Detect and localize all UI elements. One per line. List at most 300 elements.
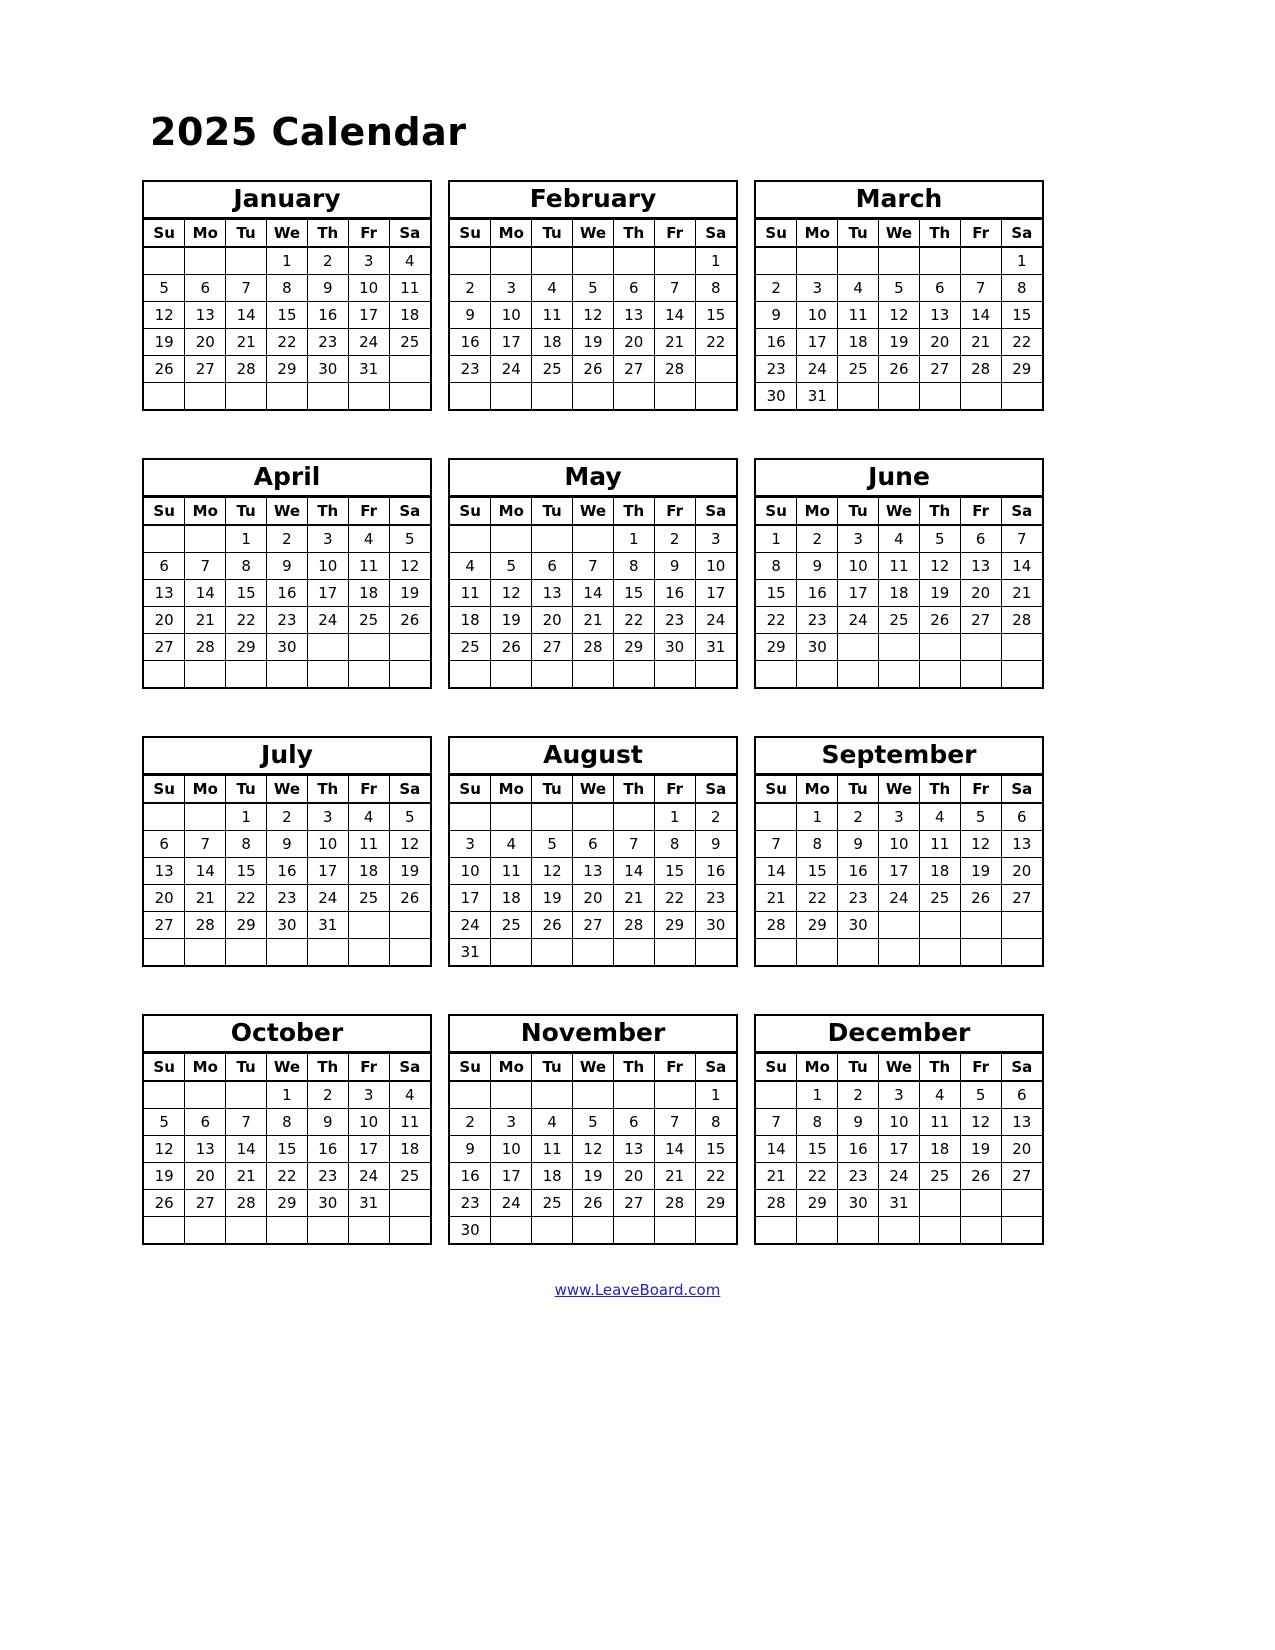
day-cell[interactable]: 8 (695, 1109, 736, 1136)
day-cell[interactable]: 30 (756, 383, 797, 410)
day-cell[interactable]: 18 (919, 1136, 960, 1163)
day-cell[interactable]: 8 (267, 275, 308, 302)
day-cell[interactable]: 6 (960, 525, 1001, 553)
day-cell[interactable]: 22 (226, 885, 267, 912)
day-cell[interactable]: 17 (879, 858, 920, 885)
day-cell[interactable]: 27 (144, 912, 185, 939)
day-cell[interactable]: 27 (1001, 885, 1042, 912)
day-cell[interactable]: 11 (389, 1109, 430, 1136)
day-cell[interactable]: 1 (1001, 247, 1042, 275)
day-cell[interactable]: 12 (532, 858, 573, 885)
day-cell[interactable]: 26 (960, 885, 1001, 912)
day-cell[interactable]: 17 (491, 1163, 532, 1190)
day-cell[interactable]: 17 (450, 885, 491, 912)
day-cell[interactable]: 23 (756, 356, 797, 383)
day-cell[interactable]: 16 (450, 1163, 491, 1190)
day-cell[interactable]: 5 (573, 1109, 614, 1136)
day-cell[interactable]: 3 (838, 525, 879, 553)
day-cell[interactable]: 20 (1001, 1136, 1042, 1163)
day-cell[interactable]: 27 (185, 356, 226, 383)
day-cell[interactable]: 14 (960, 302, 1001, 329)
day-cell[interactable]: 1 (695, 1081, 736, 1109)
day-cell[interactable]: 12 (144, 1136, 185, 1163)
day-cell[interactable]: 28 (1001, 607, 1042, 634)
day-cell[interactable]: 22 (1001, 329, 1042, 356)
day-cell[interactable]: 8 (226, 553, 267, 580)
day-cell[interactable]: 23 (307, 329, 348, 356)
day-cell[interactable]: 7 (756, 831, 797, 858)
day-cell[interactable]: 18 (389, 1136, 430, 1163)
day-cell[interactable]: 28 (654, 356, 695, 383)
day-cell[interactable]: 4 (919, 803, 960, 831)
day-cell[interactable]: 18 (389, 302, 430, 329)
day-cell[interactable]: 5 (389, 525, 430, 553)
day-cell[interactable]: 8 (797, 1109, 838, 1136)
day-cell[interactable]: 9 (450, 302, 491, 329)
day-cell[interactable]: 15 (267, 1136, 308, 1163)
day-cell[interactable]: 24 (879, 1163, 920, 1190)
day-cell[interactable]: 16 (838, 1136, 879, 1163)
day-cell[interactable]: 10 (879, 1109, 920, 1136)
day-cell[interactable]: 21 (756, 1163, 797, 1190)
day-cell[interactable]: 17 (879, 1136, 920, 1163)
day-cell[interactable]: 27 (144, 634, 185, 661)
day-cell[interactable]: 8 (1001, 275, 1042, 302)
day-cell[interactable]: 2 (654, 525, 695, 553)
day-cell[interactable]: 15 (695, 302, 736, 329)
day-cell[interactable]: 11 (450, 580, 491, 607)
day-cell[interactable]: 14 (654, 302, 695, 329)
day-cell[interactable]: 7 (654, 1109, 695, 1136)
day-cell[interactable]: 10 (450, 858, 491, 885)
day-cell[interactable]: 7 (573, 553, 614, 580)
day-cell[interactable]: 2 (797, 525, 838, 553)
day-cell[interactable]: 2 (267, 803, 308, 831)
day-cell[interactable]: 26 (389, 607, 430, 634)
day-cell[interactable]: 22 (797, 885, 838, 912)
day-cell[interactable]: 13 (960, 553, 1001, 580)
day-cell[interactable]: 24 (491, 356, 532, 383)
day-cell[interactable]: 25 (450, 634, 491, 661)
day-cell[interactable]: 4 (919, 1081, 960, 1109)
day-cell[interactable]: 22 (654, 885, 695, 912)
day-cell[interactable]: 19 (389, 858, 430, 885)
day-cell[interactable]: 14 (573, 580, 614, 607)
day-cell[interactable]: 26 (919, 607, 960, 634)
day-cell[interactable]: 14 (613, 858, 654, 885)
day-cell[interactable]: 8 (226, 831, 267, 858)
day-cell[interactable]: 19 (144, 1163, 185, 1190)
day-cell[interactable]: 28 (573, 634, 614, 661)
day-cell[interactable]: 4 (532, 1109, 573, 1136)
day-cell[interactable]: 16 (450, 329, 491, 356)
day-cell[interactable]: 12 (919, 553, 960, 580)
day-cell[interactable]: 26 (879, 356, 920, 383)
day-cell[interactable]: 13 (144, 858, 185, 885)
day-cell[interactable]: 2 (756, 275, 797, 302)
day-cell[interactable]: 4 (491, 831, 532, 858)
day-cell[interactable]: 3 (797, 275, 838, 302)
day-cell[interactable]: 16 (267, 580, 308, 607)
day-cell[interactable]: 20 (613, 1163, 654, 1190)
day-cell[interactable]: 15 (797, 858, 838, 885)
day-cell[interactable]: 4 (532, 275, 573, 302)
day-cell[interactable]: 27 (613, 1190, 654, 1217)
day-cell[interactable]: 7 (654, 275, 695, 302)
day-cell[interactable]: 30 (838, 912, 879, 939)
day-cell[interactable]: 21 (226, 329, 267, 356)
day-cell[interactable]: 19 (491, 607, 532, 634)
day-cell[interactable]: 11 (532, 1136, 573, 1163)
day-cell[interactable]: 17 (348, 1136, 389, 1163)
day-cell[interactable]: 19 (573, 329, 614, 356)
day-cell[interactable]: 30 (267, 912, 308, 939)
day-cell[interactable]: 19 (573, 1163, 614, 1190)
day-cell[interactable]: 13 (613, 302, 654, 329)
day-cell[interactable]: 18 (838, 329, 879, 356)
day-cell[interactable]: 27 (573, 912, 614, 939)
day-cell[interactable]: 22 (797, 1163, 838, 1190)
day-cell[interactable]: 19 (960, 858, 1001, 885)
day-cell[interactable]: 14 (226, 302, 267, 329)
day-cell[interactable]: 12 (389, 553, 430, 580)
day-cell[interactable]: 23 (267, 885, 308, 912)
day-cell[interactable]: 6 (1001, 803, 1042, 831)
day-cell[interactable]: 12 (960, 1109, 1001, 1136)
day-cell[interactable]: 18 (491, 885, 532, 912)
day-cell[interactable]: 30 (797, 634, 838, 661)
day-cell[interactable]: 18 (348, 858, 389, 885)
day-cell[interactable]: 2 (695, 803, 736, 831)
day-cell[interactable]: 17 (797, 329, 838, 356)
day-cell[interactable]: 13 (185, 1136, 226, 1163)
day-cell[interactable]: 7 (226, 275, 267, 302)
day-cell[interactable]: 15 (267, 302, 308, 329)
day-cell[interactable]: 3 (307, 803, 348, 831)
day-cell[interactable]: 21 (960, 329, 1001, 356)
day-cell[interactable]: 10 (491, 302, 532, 329)
day-cell[interactable]: 21 (654, 329, 695, 356)
day-cell[interactable]: 9 (307, 275, 348, 302)
day-cell[interactable]: 18 (532, 329, 573, 356)
day-cell[interactable]: 5 (960, 803, 1001, 831)
day-cell[interactable]: 18 (919, 858, 960, 885)
day-cell[interactable]: 18 (348, 580, 389, 607)
day-cell[interactable]: 22 (695, 1163, 736, 1190)
day-cell[interactable]: 25 (389, 329, 430, 356)
day-cell[interactable]: 2 (450, 1109, 491, 1136)
day-cell[interactable]: 2 (307, 247, 348, 275)
day-cell[interactable]: 8 (654, 831, 695, 858)
day-cell[interactable]: 31 (348, 1190, 389, 1217)
day-cell[interactable]: 24 (348, 1163, 389, 1190)
day-cell[interactable]: 26 (389, 885, 430, 912)
day-cell[interactable]: 28 (960, 356, 1001, 383)
day-cell[interactable]: 24 (695, 607, 736, 634)
day-cell[interactable]: 26 (573, 356, 614, 383)
day-cell[interactable]: 9 (838, 831, 879, 858)
day-cell[interactable]: 22 (695, 329, 736, 356)
day-cell[interactable]: 10 (838, 553, 879, 580)
day-cell[interactable]: 3 (491, 1109, 532, 1136)
day-cell[interactable]: 6 (613, 1109, 654, 1136)
day-cell[interactable]: 5 (144, 1109, 185, 1136)
day-cell[interactable]: 3 (307, 525, 348, 553)
day-cell[interactable]: 3 (348, 247, 389, 275)
day-cell[interactable]: 15 (226, 580, 267, 607)
day-cell[interactable]: 25 (919, 885, 960, 912)
day-cell[interactable]: 14 (654, 1136, 695, 1163)
day-cell[interactable]: 29 (226, 912, 267, 939)
day-cell[interactable]: 24 (450, 912, 491, 939)
day-cell[interactable]: 10 (307, 553, 348, 580)
day-cell[interactable]: 20 (532, 607, 573, 634)
day-cell[interactable]: 4 (389, 1081, 430, 1109)
day-cell[interactable]: 20 (185, 329, 226, 356)
day-cell[interactable]: 14 (756, 858, 797, 885)
day-cell[interactable]: 6 (144, 553, 185, 580)
day-cell[interactable]: 31 (797, 383, 838, 410)
day-cell[interactable]: 18 (450, 607, 491, 634)
day-cell[interactable]: 31 (879, 1190, 920, 1217)
day-cell[interactable]: 16 (838, 858, 879, 885)
day-cell[interactable]: 9 (756, 302, 797, 329)
day-cell[interactable]: 9 (695, 831, 736, 858)
day-cell[interactable]: 13 (1001, 831, 1042, 858)
day-cell[interactable]: 12 (879, 302, 920, 329)
day-cell[interactable]: 17 (348, 302, 389, 329)
day-cell[interactable]: 25 (348, 885, 389, 912)
day-cell[interactable]: 7 (226, 1109, 267, 1136)
day-cell[interactable]: 28 (185, 912, 226, 939)
day-cell[interactable]: 1 (695, 247, 736, 275)
day-cell[interactable]: 16 (267, 858, 308, 885)
day-cell[interactable]: 25 (879, 607, 920, 634)
day-cell[interactable]: 20 (960, 580, 1001, 607)
day-cell[interactable]: 29 (695, 1190, 736, 1217)
day-cell[interactable]: 16 (695, 858, 736, 885)
day-cell[interactable]: 24 (879, 885, 920, 912)
day-cell[interactable]: 4 (450, 553, 491, 580)
day-cell[interactable]: 10 (797, 302, 838, 329)
day-cell[interactable]: 10 (695, 553, 736, 580)
day-cell[interactable]: 13 (532, 580, 573, 607)
day-cell[interactable]: 23 (838, 1163, 879, 1190)
day-cell[interactable]: 21 (613, 885, 654, 912)
day-cell[interactable]: 24 (307, 607, 348, 634)
day-cell[interactable]: 15 (756, 580, 797, 607)
day-cell[interactable]: 24 (348, 329, 389, 356)
day-cell[interactable]: 27 (960, 607, 1001, 634)
day-cell[interactable]: 10 (348, 1109, 389, 1136)
day-cell[interactable]: 23 (838, 885, 879, 912)
day-cell[interactable]: 11 (389, 275, 430, 302)
day-cell[interactable]: 11 (919, 1109, 960, 1136)
day-cell[interactable]: 25 (838, 356, 879, 383)
day-cell[interactable]: 23 (654, 607, 695, 634)
day-cell[interactable]: 4 (389, 247, 430, 275)
day-cell[interactable]: 18 (532, 1163, 573, 1190)
day-cell[interactable]: 9 (838, 1109, 879, 1136)
day-cell[interactable]: 7 (185, 553, 226, 580)
day-cell[interactable]: 17 (307, 580, 348, 607)
day-cell[interactable]: 17 (695, 580, 736, 607)
day-cell[interactable]: 11 (838, 302, 879, 329)
day-cell[interactable]: 31 (695, 634, 736, 661)
day-cell[interactable]: 26 (960, 1163, 1001, 1190)
day-cell[interactable]: 23 (695, 885, 736, 912)
day-cell[interactable]: 29 (654, 912, 695, 939)
day-cell[interactable]: 10 (307, 831, 348, 858)
day-cell[interactable]: 30 (450, 1217, 491, 1244)
day-cell[interactable]: 5 (879, 275, 920, 302)
day-cell[interactable]: 4 (348, 525, 389, 553)
day-cell[interactable]: 4 (838, 275, 879, 302)
day-cell[interactable]: 13 (144, 580, 185, 607)
day-cell[interactable]: 20 (144, 885, 185, 912)
day-cell[interactable]: 9 (267, 553, 308, 580)
day-cell[interactable]: 19 (919, 580, 960, 607)
day-cell[interactable]: 4 (879, 525, 920, 553)
day-cell[interactable]: 13 (185, 302, 226, 329)
day-cell[interactable]: 1 (797, 1081, 838, 1109)
day-cell[interactable]: 12 (573, 302, 614, 329)
day-cell[interactable]: 12 (573, 1136, 614, 1163)
day-cell[interactable]: 1 (654, 803, 695, 831)
day-cell[interactable]: 25 (389, 1163, 430, 1190)
day-cell[interactable]: 6 (919, 275, 960, 302)
day-cell[interactable]: 28 (613, 912, 654, 939)
day-cell[interactable]: 14 (226, 1136, 267, 1163)
day-cell[interactable]: 1 (613, 525, 654, 553)
day-cell[interactable]: 16 (756, 329, 797, 356)
day-cell[interactable]: 4 (348, 803, 389, 831)
day-cell[interactable]: 23 (450, 1190, 491, 1217)
day-cell[interactable]: 28 (226, 356, 267, 383)
day-cell[interactable]: 26 (573, 1190, 614, 1217)
day-cell[interactable]: 6 (185, 1109, 226, 1136)
day-cell[interactable]: 29 (267, 356, 308, 383)
day-cell[interactable]: 11 (491, 858, 532, 885)
day-cell[interactable]: 6 (573, 831, 614, 858)
day-cell[interactable]: 23 (267, 607, 308, 634)
day-cell[interactable]: 29 (797, 912, 838, 939)
day-cell[interactable]: 1 (267, 247, 308, 275)
day-cell[interactable]: 19 (144, 329, 185, 356)
day-cell[interactable]: 25 (919, 1163, 960, 1190)
day-cell[interactable]: 7 (1001, 525, 1042, 553)
day-cell[interactable]: 8 (695, 275, 736, 302)
leaveboard-link[interactable]: www.LeaveBoard.com (554, 1281, 721, 1299)
day-cell[interactable]: 9 (797, 553, 838, 580)
day-cell[interactable]: 21 (756, 885, 797, 912)
day-cell[interactable]: 8 (756, 553, 797, 580)
day-cell[interactable]: 20 (1001, 858, 1042, 885)
day-cell[interactable]: 10 (348, 275, 389, 302)
day-cell[interactable]: 3 (491, 275, 532, 302)
day-cell[interactable]: 21 (573, 607, 614, 634)
day-cell[interactable]: 25 (532, 1190, 573, 1217)
day-cell[interactable]: 1 (267, 1081, 308, 1109)
day-cell[interactable]: 26 (491, 634, 532, 661)
day-cell[interactable]: 25 (532, 356, 573, 383)
day-cell[interactable]: 24 (797, 356, 838, 383)
day-cell[interactable]: 31 (450, 939, 491, 966)
day-cell[interactable]: 15 (654, 858, 695, 885)
day-cell[interactable]: 10 (491, 1136, 532, 1163)
day-cell[interactable]: 19 (879, 329, 920, 356)
day-cell[interactable]: 13 (613, 1136, 654, 1163)
day-cell[interactable]: 27 (919, 356, 960, 383)
day-cell[interactable]: 9 (450, 1136, 491, 1163)
day-cell[interactable]: 16 (307, 1136, 348, 1163)
day-cell[interactable]: 1 (226, 525, 267, 553)
day-cell[interactable]: 9 (267, 831, 308, 858)
day-cell[interactable]: 17 (838, 580, 879, 607)
day-cell[interactable]: 16 (654, 580, 695, 607)
day-cell[interactable]: 3 (450, 831, 491, 858)
day-cell[interactable]: 7 (756, 1109, 797, 1136)
day-cell[interactable]: 26 (532, 912, 573, 939)
day-cell[interactable]: 15 (797, 1136, 838, 1163)
day-cell[interactable]: 28 (756, 912, 797, 939)
day-cell[interactable]: 3 (348, 1081, 389, 1109)
day-cell[interactable]: 29 (226, 634, 267, 661)
day-cell[interactable]: 23 (450, 356, 491, 383)
day-cell[interactable]: 27 (185, 1190, 226, 1217)
day-cell[interactable]: 7 (960, 275, 1001, 302)
day-cell[interactable]: 27 (532, 634, 573, 661)
day-cell[interactable]: 22 (267, 329, 308, 356)
day-cell[interactable]: 28 (756, 1190, 797, 1217)
day-cell[interactable]: 30 (307, 1190, 348, 1217)
day-cell[interactable]: 25 (491, 912, 532, 939)
day-cell[interactable]: 12 (491, 580, 532, 607)
day-cell[interactable]: 7 (185, 831, 226, 858)
day-cell[interactable]: 3 (879, 803, 920, 831)
day-cell[interactable]: 9 (307, 1109, 348, 1136)
day-cell[interactable]: 20 (613, 329, 654, 356)
day-cell[interactable]: 21 (226, 1163, 267, 1190)
day-cell[interactable]: 22 (756, 607, 797, 634)
day-cell[interactable]: 8 (613, 553, 654, 580)
day-cell[interactable]: 28 (185, 634, 226, 661)
day-cell[interactable]: 28 (654, 1190, 695, 1217)
day-cell[interactable]: 29 (613, 634, 654, 661)
day-cell[interactable]: 11 (532, 302, 573, 329)
day-cell[interactable]: 2 (307, 1081, 348, 1109)
day-cell[interactable]: 11 (348, 553, 389, 580)
day-cell[interactable]: 22 (226, 607, 267, 634)
day-cell[interactable]: 6 (185, 275, 226, 302)
day-cell[interactable]: 8 (267, 1109, 308, 1136)
day-cell[interactable]: 1 (756, 525, 797, 553)
day-cell[interactable]: 10 (879, 831, 920, 858)
day-cell[interactable]: 31 (348, 356, 389, 383)
day-cell[interactable]: 11 (348, 831, 389, 858)
day-cell[interactable]: 2 (838, 1081, 879, 1109)
day-cell[interactable]: 5 (573, 275, 614, 302)
day-cell[interactable]: 7 (613, 831, 654, 858)
day-cell[interactable]: 2 (450, 275, 491, 302)
day-cell[interactable]: 11 (879, 553, 920, 580)
day-cell[interactable]: 11 (919, 831, 960, 858)
day-cell[interactable]: 29 (797, 1190, 838, 1217)
day-cell[interactable]: 15 (695, 1136, 736, 1163)
day-cell[interactable]: 15 (613, 580, 654, 607)
day-cell[interactable]: 27 (1001, 1163, 1042, 1190)
day-cell[interactable]: 22 (267, 1163, 308, 1190)
